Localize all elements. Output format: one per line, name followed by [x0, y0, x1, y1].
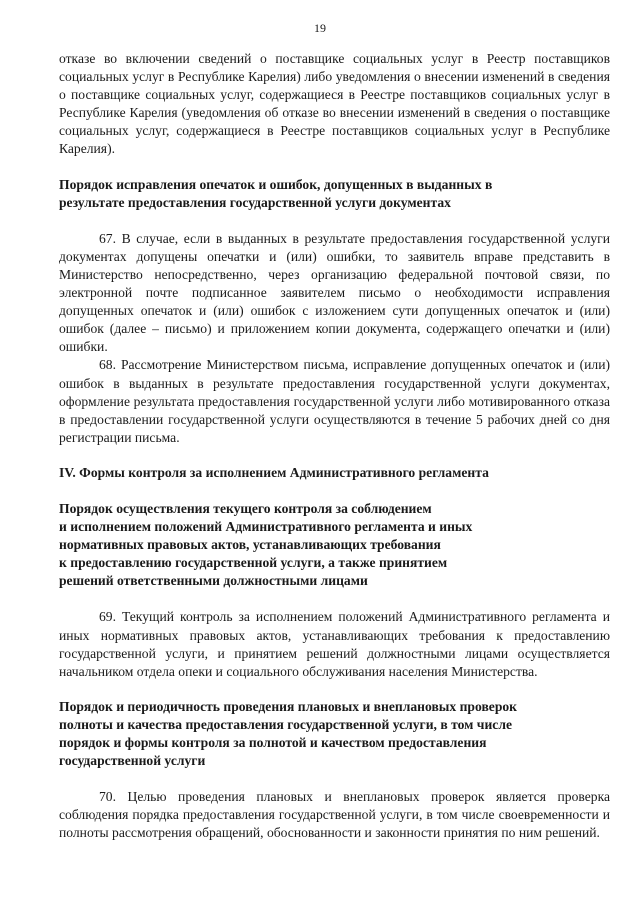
heading-line: полноты и качества предоставления государственной услуги, в том числе: [59, 716, 512, 732]
paragraph-67: 67. В случае, если в выданных в результате предоставления государственной услуги документах допущены опечатки и (или) ошибки, то заявитель вправе представить в Министерство непосредственно, через организацию федеральной почтовой связи, по электронной почте подписанное заявителем письмо о необходимости исправления допущенных опечаток и (или) ошибок с изложением сути допущенных опечаток и (или) ошибок (далее – письмо) и приложением копии документа, содержащего опечатки и (или) ошибки.: [59, 230, 610, 355]
document-body: [59, 50, 610, 842]
paragraph-continuation: отказе во включении сведений о поставщике социальных услуг в Реестр поставщиков социальных услуг в Республике Карелия) либо уведомления о внесении изменений в сведения о поставщике социальных услуг, содержащиеся в Реестре поставщиков социальных услуг в Республике Карелия (уведомления об отказе во внесении изменений в сведения о поставщике социальных услуг, содержащиеся в Реестре поставщиков социальных услуг в Республике Карелия).: [59, 51, 610, 157]
heading-inspections: [59, 698, 610, 770]
paragraph-68: 68. Рассмотрение Министерством письма, исправление допущенных опечаток и (или) ошибок в выданных в результате предоставления государственной услуги документах, оформление результата предоставления государственной услуги либо мотивированного отказа в предоставлении государственной услуги осуществляются в течение 5 рабочих дней со дня регистрации письма.: [59, 357, 610, 445]
heading-line: Порядок и периодичность проведения плановых и внеплановых проверок: [59, 698, 518, 714]
paragraph-70: 70. Целью проведения плановых и внеплановых проверок является проверка соблюдения порядка предоставления государственной услуги, в том числе своевременности и полноты рассмотрения обращений, обоснованности и законности принятия по ним решений.: [59, 789, 610, 841]
heading-line: нормативных правовых актов, устанавливающих требования: [59, 537, 441, 553]
heading-current-control: [59, 500, 610, 590]
heading-line: решений ответственными должностными лицами: [59, 573, 368, 589]
heading-line: к предоставлению государственной услуги, а также принятием: [59, 555, 448, 571]
heading-line: Порядок осуществления текущего контроля за соблюдением: [59, 500, 432, 516]
heading-line: Порядок исправления опечаток и ошибок, допущенных в выданных в: [59, 176, 493, 192]
heading-line: и исполнением положений Административного регламента и иных: [59, 519, 473, 535]
heading-corrections: [59, 176, 610, 212]
heading-line: государственной услуги: [59, 753, 206, 769]
heading-line: результате предоставления государственной услуги документах: [59, 194, 451, 210]
page-number: 19: [314, 21, 326, 35]
heading-line: порядок и формы контроля за полнотой и качеством предоставления: [59, 735, 487, 750]
section-heading-iv: IV. Формы контроля за исполнением Административного регламента: [59, 464, 489, 480]
paragraph-69: 69. Текущий контроль за исполнением положений Административного регламента и иных нормативных правовых актов, устанавливающих требования к предоставлению государственной услуги, и принятием решений должностными лицами осуществляется начальником отдела опеки и социального обслуживания населения Министерства.: [59, 609, 610, 679]
